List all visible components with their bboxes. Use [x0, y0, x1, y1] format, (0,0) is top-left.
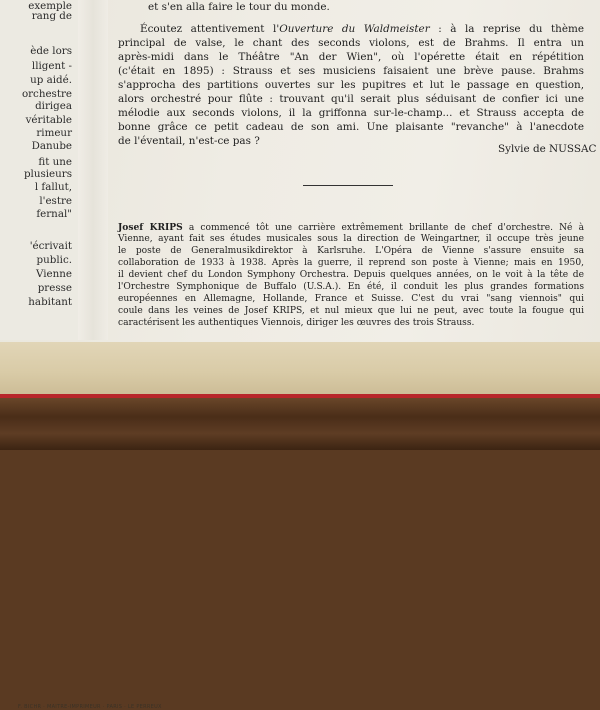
paragraph-line: alors orchestré pour flûte : trouvant qu'il serait plus séduisant de confier ici une [118, 93, 584, 105]
main-column [118, 0, 600, 340]
paragraph-line: après-midi dans le Théâtre "An der Wien", où l'opérette était en répétition [118, 51, 584, 63]
left-column-line: Vienne [36, 268, 72, 280]
paragraph-line: mélodie aux seconds violons, il la griffonna sur-le-champ... et Strauss accepta de [118, 107, 584, 119]
left-column-line: plusieurs [23, 168, 72, 180]
bio-line: caractérisent les authentiques Viennois, diriger les œuvres des trois Strauss. [118, 318, 475, 328]
bio-line [118, 222, 584, 233]
column-fold [78, 0, 108, 340]
left-column-line: fernal" [36, 208, 72, 220]
left-column-line: up aidé. [30, 74, 72, 86]
left-column-line: public. [36, 254, 72, 266]
left-column-line: ède lors [30, 45, 72, 57]
section-divider [303, 185, 393, 186]
bio-line: coule dans les veines de Josef KRIPS, et nul mieux que lui ne peut, avec toute la fougue qui [118, 306, 584, 316]
left-column-line: dirigea [35, 100, 72, 112]
printer-credit: F. BICHR · MAITRE-IMPRIMEUR · PARIS · LE PERREUX [18, 704, 162, 710]
bio-line: européennes en Allemagne, Hollande, France et Suisse. C'est du vrai "sang viennois" qui [118, 294, 584, 304]
paragraph-line: Écoutez attentivement l'Ouverture du Waldmeister : à la reprise du thème [140, 23, 585, 35]
bio-line: il devient chef du London Symphony Orchestra. Depuis quelques années, on le voit à la tête de [118, 270, 584, 280]
sleeve-bottom-band [0, 340, 600, 710]
article-top-line: et s'en alla faire le tour du monde. [148, 1, 330, 13]
left-column-line: fit une [38, 156, 72, 168]
paragraph-line: s'approcha des partitions ouvertes sur les pupitres et lut le passage en question, [118, 79, 584, 91]
bio-line: le poste de Generalmusikdirektor à Karlsruhe. L'Opéra de Vienne s'assure ensuite sa [118, 246, 584, 256]
paragraph-line: de l'éventail, n'est-ce pas ? [118, 135, 260, 147]
paragraph-line: bonne grâce ce petit cadeau de son ami. Une plaisante "revanche" à l'anecdote [118, 121, 584, 133]
left-column-line: Danube [31, 140, 72, 152]
left-column-line: l fallut, [34, 181, 72, 193]
left-column-line: rimeur [36, 127, 72, 139]
left-column-line: presse [37, 282, 72, 294]
paragraph-line: principal de valse, le chant des seconds violons, est de Brahms. Il entra un [118, 37, 584, 49]
liner-notes-page [0, 0, 600, 342]
left-column-line: habitant [28, 296, 72, 308]
left-column-line: lligent - [31, 60, 72, 72]
bio-text: a commencé tôt une carrière extrêmement brillante de chef d'orchestre. Né à [182, 223, 584, 233]
left-column-line: rang de [31, 10, 72, 22]
conductor-name: Josef KRIPS [118, 222, 183, 233]
author-signature: Sylvie de NUSSAC [498, 143, 597, 155]
paragraph-line: (c'était en 1895) : Strauss et ses musiciens faisaient une brève pause. Brahms [118, 65, 584, 77]
bio-line: l'Orchestre Symphonique de Buffalo (U.S.A.). En été, il conduit les plus grandes formations [118, 282, 584, 292]
wooden-table [0, 395, 600, 450]
left-column-line: orchestre [21, 88, 72, 100]
left-column-line: l'estre [39, 195, 72, 207]
left-column-cropped [0, 0, 78, 340]
bio-line: collaboration de 1933 à 1938. Après la guerre, il reprend son poste à Vienne; mais en 1950, [118, 258, 584, 268]
left-column-line: véritable [25, 114, 72, 126]
work-title: Ouverture du Waldmeister [279, 23, 430, 35]
left-column-line: 'écrivait [29, 240, 72, 252]
bio-line: Vienne, ayant fait ses études musicales sous la direction de Weingartner, il occupe très jeune [118, 234, 584, 244]
left-column-line: exemple [28, 0, 72, 12]
